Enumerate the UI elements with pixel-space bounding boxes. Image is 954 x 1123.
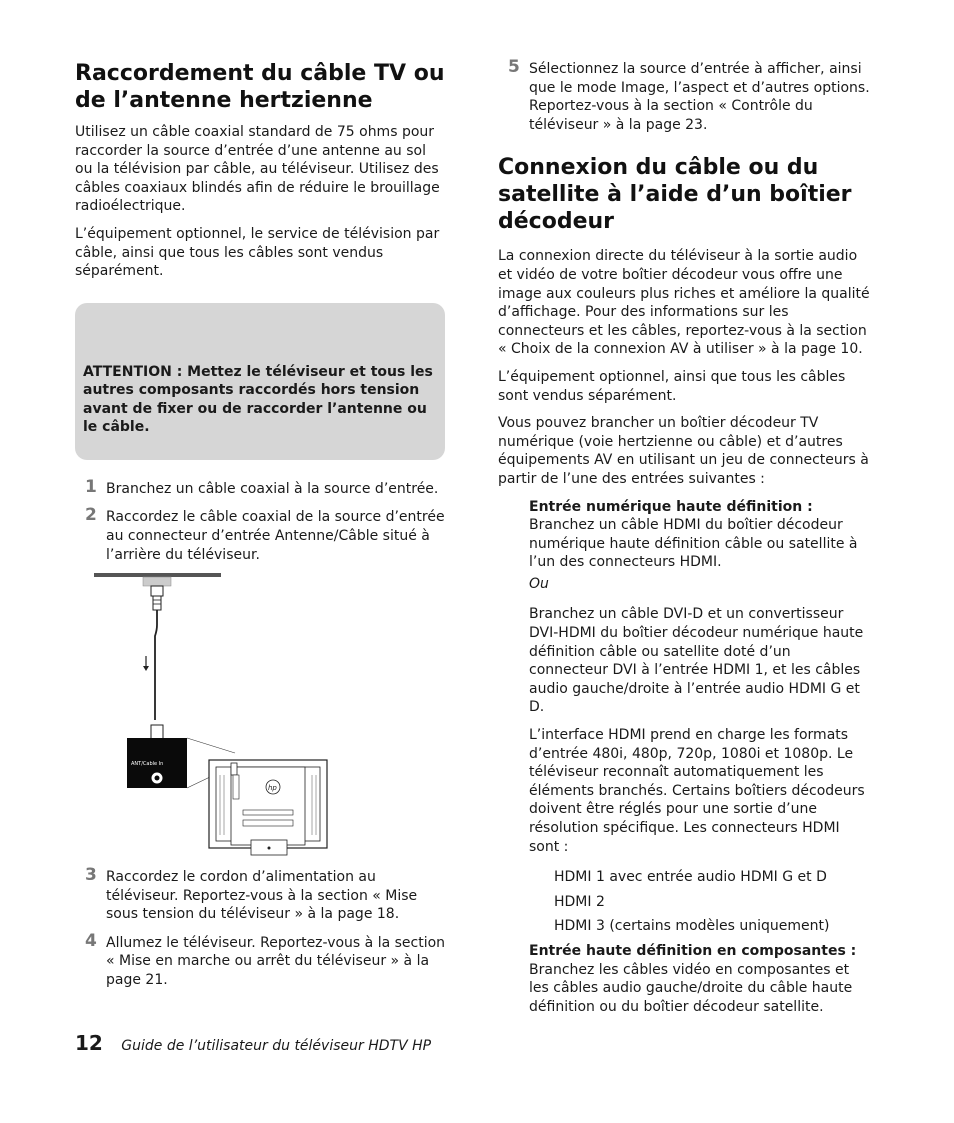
step-number: 2 bbox=[85, 505, 97, 526]
step-text: Branchez un câble coaxial à la source d’entrée. bbox=[106, 480, 439, 497]
paragraph-coaxial: Utilisez un câble coaxial standard de 75 ohms pour raccorder la source d’entrée d’une antenne au sol ou la télévision par câble, au téléviseur. Utilisez des câbles coaxiaux blindés afin de réduire le brouillage radioélectrique. bbox=[75, 124, 440, 215]
step-4 bbox=[75, 930, 447, 990]
upper-connector-body bbox=[153, 596, 161, 610]
step-3 bbox=[75, 865, 447, 924]
step-1 bbox=[75, 476, 447, 499]
wall-outlet bbox=[143, 577, 171, 586]
steps-list-1-2 bbox=[75, 476, 447, 564]
paragraph-optional-equipment-2: L’équipement optionnel, ainsi que tous les câbles sont vendus séparément. bbox=[498, 368, 846, 404]
step-number: 5 bbox=[508, 57, 520, 77]
paragraph-optional-equipment: L’équipement optionnel, le service de télévision par câble, ainsi que tous les câbles sont vendus séparément. bbox=[75, 225, 440, 280]
connection-illustration bbox=[93, 570, 353, 865]
caution-text: ATTENTION : Mettez le téléviseur et tous les autres composants raccordés hors tension avant de fixer ou de raccorder l’antenne ou le câble. bbox=[83, 363, 433, 436]
hdmi-connectors-list bbox=[498, 868, 870, 936]
step-text: Allumez le téléviseur. Reportez-vous à la section « Mise en marche ou arrêt du téléviseur » à la page 21. bbox=[106, 934, 446, 988]
antenna-connection-diagram bbox=[93, 570, 353, 871]
step-2 bbox=[75, 505, 447, 564]
footer-title: Guide de l’utilisateur du téléviseur HDTV HP bbox=[121, 1038, 432, 1054]
paragraph-direct-connection: La connexion directe du téléviseur à la sortie audio et vidéo de votre boîtier décodeur vous offre une image aux couleurs plus riches et améliore la qualité d’affichage. Pour des informations sur les connecteurs et les câbles, reportez-vous à la section « Choix de la connexion AV à utiliser » à la page 10. bbox=[498, 248, 870, 358]
step-number: 1 bbox=[85, 476, 97, 497]
list-item: HDMI 3 (certains modèles uniquement) bbox=[554, 918, 830, 935]
page-number: 12 bbox=[75, 1031, 103, 1055]
paragraph-inputs: Vous pouvez brancher un boîtier décodeur TV numérique (voie hertzienne ou câble) et d’autres équipements AV en utilisant un jeu de connecteurs à partir de l’une des entrées suivantes : bbox=[498, 415, 869, 487]
svg-text:hp: hp bbox=[268, 784, 277, 792]
hd-digital-input bbox=[498, 498, 870, 857]
lower-connector bbox=[151, 725, 163, 739]
upper-connector bbox=[151, 586, 163, 596]
step-number: 4 bbox=[85, 930, 97, 951]
tv-input-connector bbox=[231, 763, 237, 775]
component-title: Entrée haute définition en composantes : bbox=[529, 942, 857, 959]
step-5 bbox=[498, 57, 870, 134]
hd-digital-title: Entrée numérique haute définition : bbox=[529, 498, 813, 515]
page-footer bbox=[75, 1031, 432, 1056]
step-text: Raccordez le cordon d’alimentation au téléviseur. Reportez-vous à la section « Mise sous tension du téléviseur » à la page 18. bbox=[106, 869, 418, 923]
step-text: Sélectionnez la source d’entrée à afficher, ainsi que le mode Image, l’aspect et d’autres options. Reportez-vous à la section « Contrôle du téléviseur » à la page 23. bbox=[529, 61, 870, 133]
caution-box bbox=[75, 303, 445, 460]
right-column bbox=[498, 57, 870, 1016]
list-item: HDMI 1 avec entrée audio HDMI G et D bbox=[554, 869, 827, 886]
section-heading-antenna: Raccordement du câble TV ou de l’antenne hertzienne bbox=[75, 61, 445, 113]
component-input bbox=[498, 942, 870, 1016]
port-label: ANT/Cable In bbox=[131, 761, 164, 767]
section-heading-set-top-box: Connexion du câble ou du satellite à l’aide d’un boîtier décodeur bbox=[498, 155, 852, 235]
coaxial-cable bbox=[155, 610, 157, 720]
wall-source-plate bbox=[94, 573, 221, 577]
component-text: Branchez les câbles vidéo en composantes et les câbles audio gauche/droite du câble haute définition ou du boîtier décodeur satellite. bbox=[529, 961, 853, 1015]
dvi-text: Branchez un câble DVI-D et un convertisseur DVI-HDMI du boîtier décodeur numérique haute définition câble ou satellite doté d’un connecteur DVI à l’entrée HDMI 1, et les câbles audio gauche/droite à l’entrée audio HDMI G et D. bbox=[529, 606, 864, 716]
list-item: HDMI 2 bbox=[554, 893, 605, 910]
or-label: Ou bbox=[529, 575, 549, 592]
step-number: 3 bbox=[85, 865, 97, 885]
steps-list-3-4 bbox=[75, 865, 447, 1000]
hdmi-description: L’interface HDMI prend en charge les formats d’entrée 480i, 480p, 720p, 1080i et 1080p. Le téléviseur reconnaît automatiquement les éléments branchés. Certains boîtiers décodeurs doivent être réglés pour une sortie d’une résolution spécifique. Les connecteurs HDMI sont : bbox=[529, 727, 865, 855]
hd-digital-text: Branchez un câble HDMI du boîtier décodeur numérique haute définition câble ou satellite à l’un des connecteurs HDMI. bbox=[529, 517, 858, 571]
step-text: Raccordez le câble coaxial de la source d’entrée au connecteur d’entrée Antenne/Câble situé à l’arrière du téléviseur. bbox=[106, 509, 445, 563]
